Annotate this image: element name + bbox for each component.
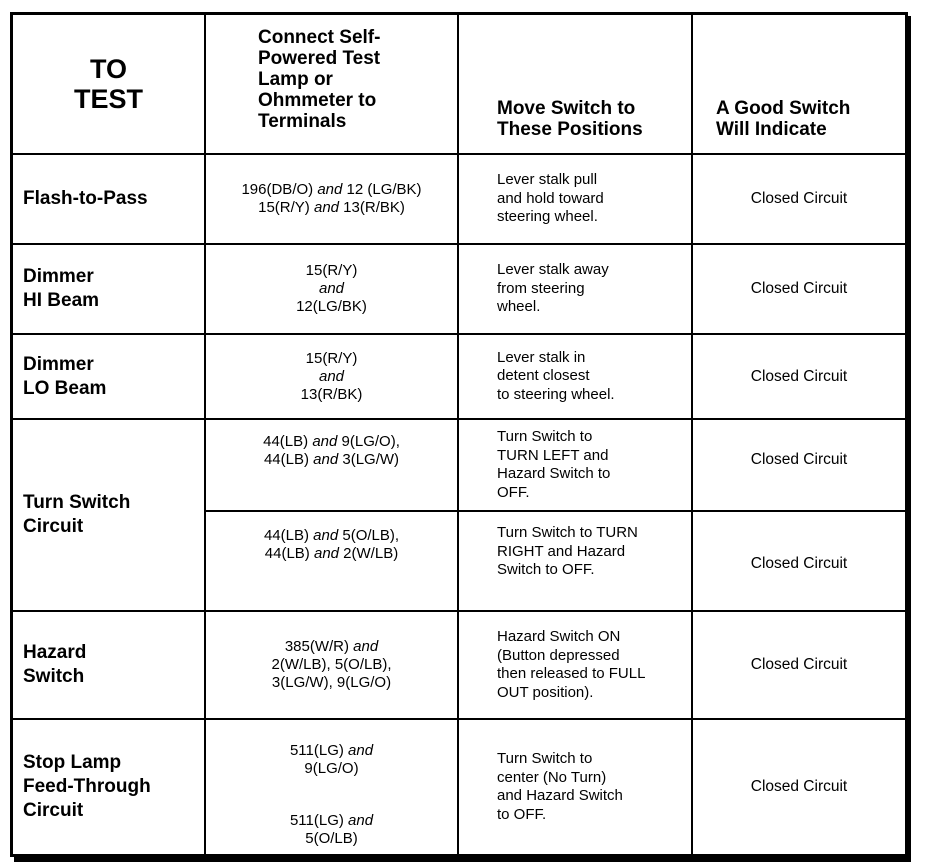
row-label — [13, 335, 204, 418]
terminal-pin: 13(R/BK) — [300, 385, 363, 403]
terminal-line — [271, 656, 391, 674]
row-label-text: Dimmer LO Beam — [23, 353, 107, 399]
terminal-pin: 12 (LG/BK) — [342, 181, 422, 198]
terminal-pin: 44(LB) — [263, 433, 313, 450]
result-cell — [693, 720, 905, 854]
terminal-pin: 196(DB/O) — [241, 181, 318, 198]
terminal-line — [304, 760, 358, 778]
terminal-pin: 511(LG) — [289, 812, 349, 829]
result-text: Closed Circuit — [750, 367, 848, 385]
row-label-text: Turn Switch Circuit — [23, 492, 131, 537]
result-cell — [693, 335, 905, 418]
row-label-text: Flash-to-Pass — [23, 188, 148, 209]
terminal-line — [272, 674, 391, 692]
terminal-line — [264, 451, 399, 469]
terminal-line — [290, 742, 373, 760]
terminal-connector: and — [353, 638, 379, 655]
terminals-cell — [206, 520, 457, 570]
row-label-text: Stop Lamp Feed-Through Circuit — [23, 752, 151, 821]
positions-cell — [459, 420, 691, 510]
table-shadow-bottom — [14, 856, 911, 862]
terminal-pin: 3(LG/W), 9(LG/O) — [271, 674, 392, 691]
result-cell — [693, 420, 905, 500]
terminal-connector: and — [318, 367, 345, 385]
result-cell — [693, 512, 905, 616]
positions-cell — [459, 155, 691, 243]
result-text: Closed Circuit — [750, 555, 848, 572]
terminals-cell — [206, 245, 457, 333]
terminal-line — [319, 368, 344, 386]
positions-cell — [459, 612, 691, 718]
row-label — [13, 720, 204, 854]
terminal-line — [296, 298, 367, 316]
terminal-connector: and — [313, 451, 339, 468]
terminal-connector: and — [318, 280, 345, 297]
result-cell — [693, 612, 905, 718]
terminal-pin: 9(LG/O) — [304, 760, 359, 777]
result-text: Closed Circuit — [750, 451, 848, 468]
positions-text: Lever stalk away from steering wheel. — [497, 261, 609, 316]
positions-text: Turn Switch to TURN LEFT and Hazard Switch to OFF. — [497, 428, 611, 501]
terminals-cell — [206, 155, 457, 243]
terminals-cell — [206, 335, 457, 418]
terminal-pin: 5(O/LB) — [305, 830, 358, 847]
terminal-pin: 2(W/LB) — [339, 545, 399, 562]
header-to-test — [13, 15, 204, 153]
terminals-cell — [206, 808, 457, 852]
row-label-text: Dimmer HI Beam — [23, 266, 100, 311]
terminal-line — [290, 812, 373, 830]
terminal-pin: 44(LB) — [264, 545, 314, 562]
positions-cell — [459, 245, 691, 333]
positions-cell — [459, 720, 691, 854]
terminal-line — [258, 199, 405, 217]
terminal-pin: 15(R/Y) — [305, 349, 358, 367]
positions-text: Lever stalk in detent closest to steering wheel. — [497, 348, 615, 403]
terminal-connector: and — [312, 433, 338, 450]
terminal-pin: 15(R/Y) — [305, 262, 358, 279]
terminal-line — [306, 350, 358, 368]
terminal-connector: and — [348, 742, 374, 759]
terminal-pin: 44(LB) — [263, 527, 314, 544]
terminal-line — [285, 638, 378, 656]
positions-text: Lever stalk pull and hold toward steering wheel. — [497, 171, 604, 226]
header-to-test-text: TO TEST — [73, 54, 143, 114]
row-label — [13, 420, 204, 610]
positions-cell — [459, 335, 691, 418]
terminal-pin: 2(W/LB), 5(O/LB), — [271, 656, 392, 673]
terminal-pin: 5(O/LB), — [338, 527, 400, 544]
row-label — [13, 155, 204, 243]
positions-text: Turn Switch to TURN RIGHT and Hazard Switch to OFF. — [497, 524, 638, 579]
header-indicates-text: A Good Switch Will Indicate — [716, 98, 851, 140]
terminal-line — [306, 262, 358, 280]
header-terminals-text: Connect Self- Powered Test Lamp or Ohmmeter to Terminals — [258, 27, 381, 132]
terminals-cell — [206, 738, 457, 782]
row-label — [13, 612, 204, 718]
terminal-line — [241, 181, 421, 199]
result-cell — [693, 155, 905, 243]
terminal-connector: and — [313, 199, 340, 216]
terminal-line — [305, 830, 358, 848]
header-terminals — [258, 27, 456, 153]
terminal-pin: 12(LG/BK) — [296, 298, 367, 315]
row-label — [13, 245, 204, 333]
result-cell — [693, 245, 905, 333]
terminal-line — [265, 545, 398, 563]
result-text: Closed Circuit — [750, 190, 848, 207]
terminal-connector: and — [317, 181, 343, 198]
header-positions-text: Move Switch to These Positions — [497, 98, 643, 140]
positions-text: Hazard Switch ON (Button depressed then released to FULL OUT position). — [497, 628, 646, 701]
terminal-pin: 13(R/BK) — [339, 199, 405, 216]
terminal-line — [319, 280, 344, 298]
terminal-pin: 3(LG/W) — [338, 451, 400, 468]
terminal-connector: and — [313, 527, 339, 544]
row-label-text: Hazard Switch — [23, 642, 87, 687]
terminal-pin: 9(LG/O), — [337, 433, 400, 450]
header-positions — [497, 98, 691, 148]
terminal-line — [263, 433, 400, 451]
positions-text: Turn Switch to center (No Turn) and Hazard Switch to OFF. — [497, 750, 623, 823]
terminal-connector: and — [348, 812, 374, 829]
positions-cell — [459, 512, 691, 592]
terminals-cell — [206, 612, 457, 718]
terminal-pin: 44(LB) — [263, 451, 314, 468]
terminal-line — [264, 527, 399, 545]
result-text: Closed Circuit — [750, 280, 848, 297]
header-indicates — [716, 98, 906, 148]
terminal-line — [301, 386, 363, 404]
result-text: Closed Circuit — [750, 656, 848, 673]
terminal-pin: 385(W/R) — [284, 638, 354, 655]
terminal-pin: 15(R/Y) — [258, 199, 314, 216]
terminal-pin: 511(LG) — [289, 742, 349, 759]
result-text: Closed Circuit — [750, 778, 848, 795]
terminals-cell — [206, 426, 457, 476]
terminal-connector: and — [313, 545, 340, 562]
